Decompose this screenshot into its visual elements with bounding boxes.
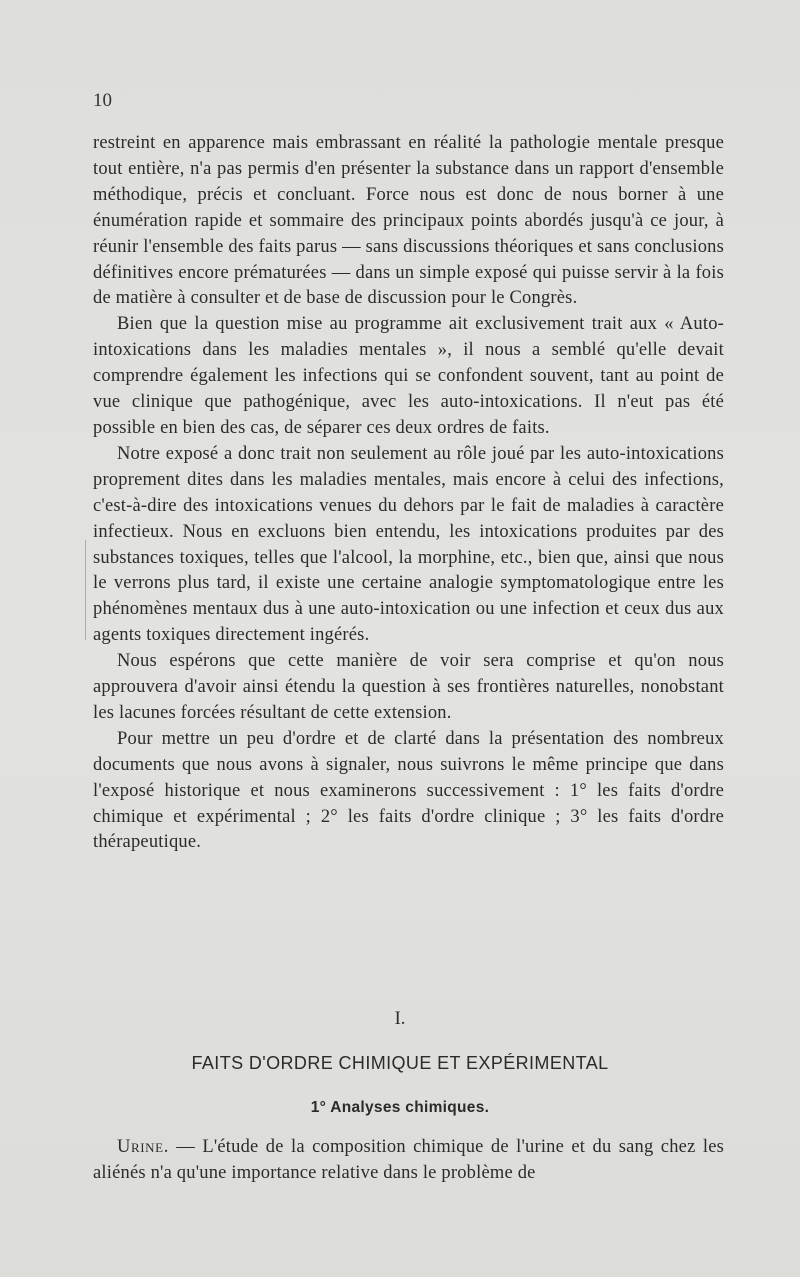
paragraph-3: Notre exposé a donc trait non seulement au rôle joué par les auto-intoxications proprement dites dans les maladies mentales, mais encore à celui des infections, c'est-à-dire des intoxications venues du dehors par le fait de maladies à caractère infectieux. Nous en excluons bien entendu, les intoxications produites par des substances toxiques, telles que l'alcool, la morphine, etc., bien que, ainsi que nous le verrons plus tard, il existe une certaine analogie symptomatologique entre les phénomènes mentaux dus à une auto-intoxication ou une infection et ceux dus aux agents toxiques directement ingérés. [93,443,724,646]
paragraph-text: — L'étude de la composition chimique de l'urine et du sang chez les aliénés n'a qu'une importance relative dans le problème de [93,1137,724,1183]
paragraph-5: Pour mettre un peu d'ordre et de clarté dans la présentation des nombreux documents que nous avons à signaler, nous suivrons le même principe que dans l'exposé historique et nous examinerons successivement : 1° les faits d'ordre chimique et expérimental ; 2° les faits d'ordre clinique ; 3° les faits d'ordre thérapeutique. [93,728,724,853]
page-number: 10 [93,90,112,111]
paragraph-1: restreint en apparence mais embrassant en réalité la pathologie mentale presque tout entière, n'a pas permis d'en présenter la substance dans un rapport d'ensemble méthodique, précis et concluant. Force nous est donc de nous borner à une énumération rapide et sommaire des principaux points abordés jusqu'à ce jour, à réunir l'ensemble des faits parus — sans discussions théoriques et sans conclusions définitives encore prématurées — dans un simple exposé qui puisse servir à la fois de matière à consulter et de base de discussion pour le Congrès. [93,133,724,309]
paragraph-4: Nous espérons que cette manière de voir sera comprise et qu'on nous approuvera d'avoir ainsi étendu la question à ses frontières naturelles, nonobstant les lacunes forcées résultant de cette extension. [93,651,724,723]
subsection-title: 1° Analyses chimiques. [310,1099,490,1116]
section-number: I. [394,1009,406,1029]
margin-pencil-mark [85,540,86,640]
paragraph-lead: Urine. [117,1137,169,1157]
section-title: FAITS D'ORDRE CHIMIQUE ET EXPÉRIMENTAL [191,1053,609,1073]
paragraph-2: Bien que la question mise au programme ait exclusivement trait aux « Auto-intoxications dans les maladies mentales », il nous a semblé qu'elle devait comprendre également les infections qui se confondent souvent, tant au point de vue clinique que pathogénique, avec les auto-intoxications. Il n'eut pas été possible en bien des cas, de séparer ces deux ordres de faits. [93,314,724,438]
final-paragraph [93,1135,724,1187]
body-text [93,131,724,856]
